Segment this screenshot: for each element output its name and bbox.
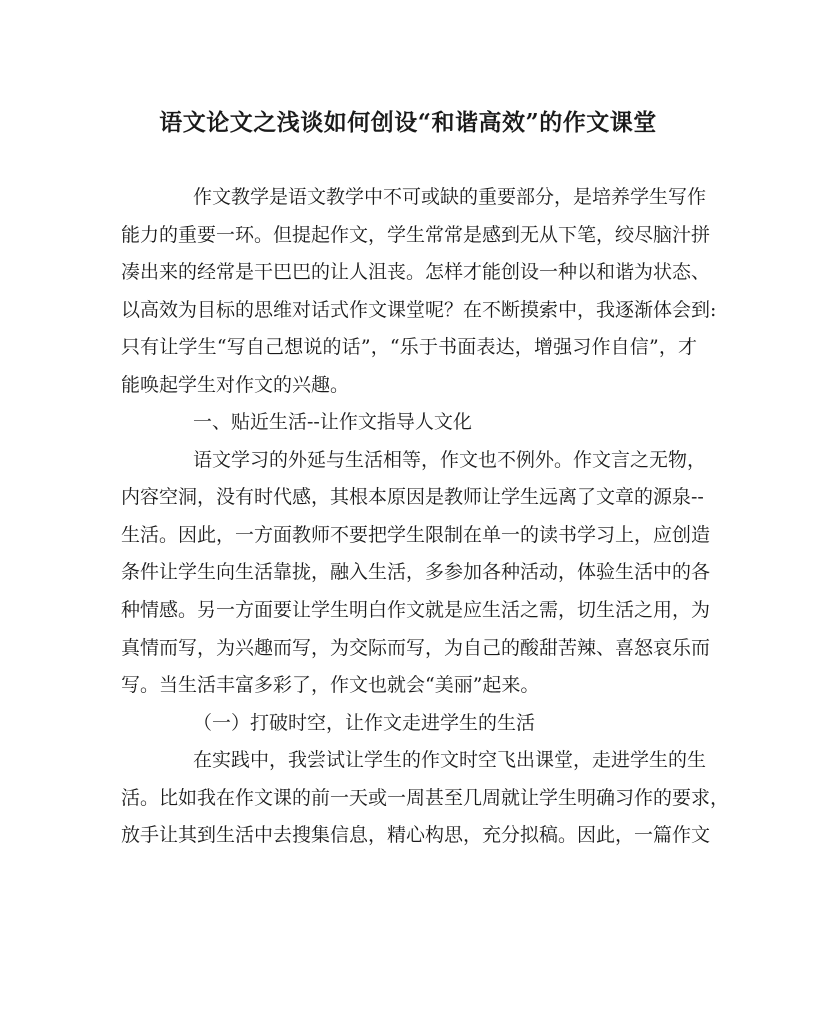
paragraph-line: 放手让其到生活中去搜集信息，精心构思，充分拟稿。因此，一篇作文 [121, 824, 711, 846]
paragraph-line: 能唤起学生对作文的兴趣。 [121, 374, 350, 396]
section-heading: 一、贴近生活--让作文指导人文化 [193, 411, 472, 433]
paragraph-line: 条件让学生向生活靠拢，融入生活，多参加各种活动，体验生活中的各 [121, 561, 711, 583]
paragraph-line: 在实践中，我尝试让学生的作文时空飞出课堂，走进学生的生 [193, 749, 707, 771]
paragraph-line: 生活。因此，一方面教师不要把学生限制在单一的读书学习上，应创造 [121, 524, 711, 546]
document-title: 语文论文之浅谈如何创设“和谐高效”的作文课堂 [159, 109, 657, 136]
paragraph-line: 真情而写，为兴趣而写，为交际而写，为自己的酸甜苦辣、喜怒哀乐而 [121, 637, 711, 659]
paragraph-line: 种情感。另一方面要让学生明白作文就是应生活之需，切生活之用，为 [121, 599, 711, 621]
paragraph-line: 以高效为目标的思维对话式作文课堂呢？在不断摸索中，我逐渐体会到: [121, 299, 717, 321]
paragraph-line: 能力的重要一环。但提起作文，学生常常是感到无从下笔，绞尽脑汁拼 [121, 224, 711, 246]
paragraph-line: 内容空洞，没有时代感，其根本原因是教师让学生远离了文章的源泉-- [121, 486, 704, 508]
paragraph-line: 写。当生活丰富多彩了，作文也就会“美丽”起来。 [121, 674, 540, 696]
paragraph-line: 活。比如我在作文课的前一天或一周甚至几周就让学生明确习作的要求， [121, 787, 730, 809]
paragraph-line: 只有让学生“写自己想说的话”，“乐于书面表达，增强习作自信”，才 [121, 336, 697, 358]
paragraph-line: 凑出来的经常是干巴巴的让人沮丧。怎样才能创设一种以和谐为状态、 [121, 261, 711, 283]
paragraph-line: 语文学习的外延与生活相等，作文也不例外。作文言之无物， [193, 449, 707, 471]
subsection-heading: （一）打破时空，让作文走进学生的生活 [193, 712, 536, 734]
paragraph-line: 作文教学是语文教学中不可或缺的重要部分，是培养学生写作 [193, 186, 707, 208]
